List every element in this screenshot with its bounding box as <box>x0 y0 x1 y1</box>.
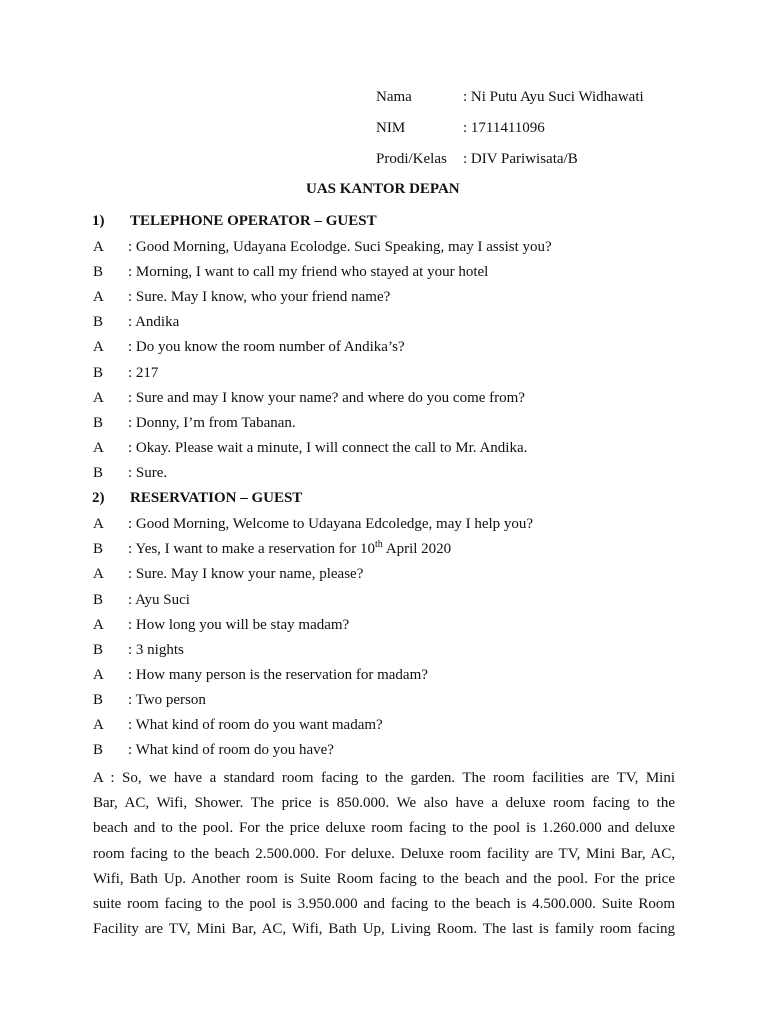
paragraph-line: suite room facing to the pool is 3.950.000 and facing to the beach is 4.500.000. Suite Room <box>93 895 675 912</box>
utterance: : Sure and may I know your name? and where do you come from? <box>128 390 525 406</box>
utterance: : What kind of room do you want madam? <box>128 717 383 733</box>
room-description-paragraph <box>93 766 675 942</box>
paragraph-line: room facing to the beach 2.500.000. For deluxe. Deluxe room facility are TV, Mini Bar, AC, <box>93 845 675 862</box>
speaker: B <box>93 592 104 608</box>
speaker: B <box>93 314 104 330</box>
utterance: : How long you will be stay madam? <box>128 617 350 633</box>
info-label: Prodi/Kelas <box>376 151 447 167</box>
speaker: A <box>93 617 104 633</box>
speaker: B <box>93 742 104 758</box>
speaker: B <box>93 642 104 658</box>
utterance: : Sure. May I know your name, please? <box>128 566 364 582</box>
info-value: : DIV Pariwisata/B <box>463 151 578 167</box>
speaker: B <box>93 465 104 481</box>
utterance: : Okay. Please wait a minute, I will connect the call to Mr. Andika. <box>128 440 528 456</box>
utterance: : 3 nights <box>128 642 184 658</box>
speaker: B <box>93 541 104 557</box>
utterance: : Two person <box>128 692 206 708</box>
speaker: A <box>93 516 104 532</box>
utterance: : Good Morning, Welcome to Udayana Edcoledge, may I help you? <box>128 516 534 532</box>
utterance: : Andika <box>128 314 180 330</box>
speaker: B <box>93 692 104 708</box>
speaker: A <box>93 289 104 305</box>
section-number: 1) <box>92 213 105 229</box>
speaker: A <box>93 390 104 406</box>
utterance: : How many person is the reservation for madam? <box>128 667 428 683</box>
paragraph-line: Bar, AC, Wifi, Shower. The price is 850.000. We also have a deluxe room facing to the <box>93 795 675 812</box>
speaker: B <box>93 415 104 431</box>
section-title: RESERVATION – GUEST <box>130 490 303 506</box>
speaker: A <box>93 667 104 683</box>
utterance: : Sure. May I know, who your friend name? <box>128 289 391 305</box>
utterance-part: : Yes, I want to make a reservation for 10 <box>128 541 376 557</box>
speaker: A <box>93 339 104 355</box>
page-title: UAS KANTOR DEPAN <box>306 181 460 197</box>
speaker: B <box>93 264 104 280</box>
speaker: A <box>93 239 104 255</box>
paragraph-line: Facility are TV, Mini Bar, AC, Wifi, Bath Up, Living Room. The last is family room facing <box>93 921 675 938</box>
speaker: B <box>93 365 104 381</box>
ordinal-suffix: th <box>375 539 383 550</box>
utterance: : Sure. <box>128 465 168 481</box>
utterance: : Good Morning, Udayana Ecolodge. Suci Speaking, may I assist you? <box>128 239 552 255</box>
utterance: : Donny, I’m from Tabanan. <box>128 415 296 431</box>
speaker: A <box>93 566 104 582</box>
paragraph-line: Wifi, Bath Up. Another room is Suite Room facing to the beach and the pool. For the price <box>93 870 675 887</box>
utterance: : Ayu Suci <box>128 592 190 608</box>
utterance: : 217 <box>128 365 159 381</box>
paragraph-line: A : So, we have a standard room facing to the garden. The room facilities are TV, Mini <box>93 770 675 786</box>
utterance-part: April 2020 <box>382 541 452 557</box>
utterance: : Do you know the room number of Andika’s? <box>128 339 405 355</box>
utterance: : What kind of room do you have? <box>128 742 334 758</box>
utterance: : Morning, I want to call my friend who stayed at your hotel <box>128 264 489 280</box>
speaker: A <box>93 717 104 733</box>
info-value: : Ni Putu Ayu Suci Widhawati <box>463 89 644 105</box>
section-title: TELEPHONE OPERATOR – GUEST <box>130 213 377 229</box>
section-number: 2) <box>92 490 105 506</box>
speaker: A <box>93 440 104 456</box>
utterance <box>128 540 451 558</box>
info-value: : 1711411096 <box>463 120 545 136</box>
info-label: Nama <box>376 89 412 105</box>
paragraph-line: beach and to the pool. For the price deluxe room facing to the pool is 1.260.000 and deluxe <box>93 820 675 837</box>
info-label: NIM <box>376 120 406 136</box>
